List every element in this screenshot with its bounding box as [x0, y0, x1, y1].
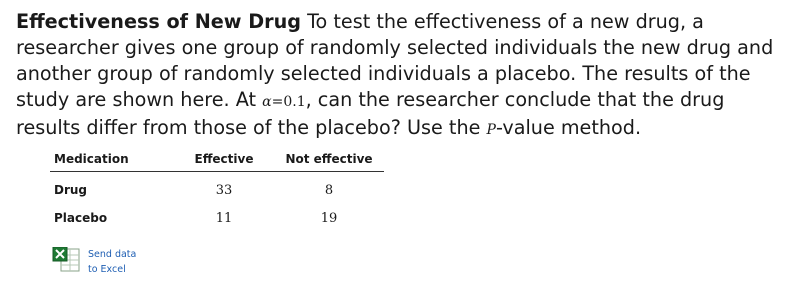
cell-not-effective: 19 — [320, 210, 338, 226]
send-to-excel-link[interactable] — [52, 247, 136, 277]
header-not-effective: Not effective — [274, 152, 384, 172]
problem-text-3: -value method. — [495, 116, 642, 139]
problem-statement — [16, 9, 794, 143]
problem-text-1: To test the effectiveness of a new drug, a researcher gives one group of randomly selected individuals the new drug and another group of randomly selected individuals a placebo. The results of the study are shown here. At — [16, 10, 774, 111]
header-effective: Effective — [174, 152, 274, 172]
header-medication: Medication — [50, 152, 174, 172]
cell-not-effective: 8 — [324, 182, 334, 198]
alpha-symbol: α — [262, 94, 272, 110]
p-letter: P — [486, 122, 496, 138]
table-row — [50, 204, 384, 232]
row-label: Drug — [54, 183, 88, 197]
cell-effective: 33 — [215, 182, 233, 198]
cell-effective: 11 — [215, 210, 233, 226]
results-table — [50, 152, 384, 232]
send-data-label[interactable] — [88, 247, 136, 277]
send-data-line-1[interactable]: Send data — [88, 249, 137, 260]
alpha-value: =0.1 — [271, 94, 306, 110]
problem-text-2: , can the researcher conclude that the drug results differ from those of the placebo? Use the — [16, 88, 725, 139]
excel-icon — [52, 247, 80, 273]
table-row — [50, 172, 384, 205]
alpha-expression — [262, 94, 305, 110]
send-data-line-2[interactable]: to Excel — [88, 264, 126, 275]
row-label: Placebo — [54, 211, 108, 225]
problem-title: Effectiveness of New Drug — [16, 10, 301, 33]
table-header-row — [50, 152, 384, 172]
